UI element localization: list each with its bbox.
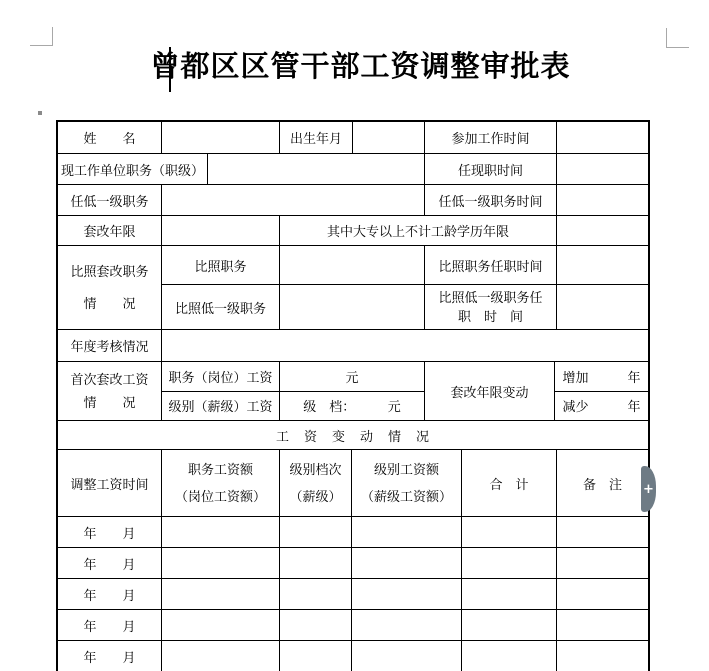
- wage-row-3-total-cell[interactable]: [462, 579, 557, 609]
- bizhao-group-label-line1: 比照套改职务: [70, 264, 149, 279]
- page-title: 曾都区区管干部工资调整审批表: [150, 51, 571, 83]
- first-taogai-label-line2: 情 况: [83, 395, 136, 411]
- wage-row-1-total-cell[interactable]: [462, 517, 557, 547]
- wage-row-2-duty-cell[interactable]: [162, 548, 280, 578]
- grade-level-header-line2: （薪级）: [289, 488, 342, 504]
- duty-amount-header-line2: （岗位工资额）: [174, 488, 266, 504]
- wage-row-5-duty-cell[interactable]: [162, 641, 280, 671]
- bizhao-position-time-label: 比照职务任职时间: [425, 246, 557, 284]
- row-increase: [555, 362, 648, 392]
- first-taogai-group-label: [58, 362, 162, 420]
- bizhao-position-label: 比照职务: [162, 246, 280, 284]
- wage-row-3-grade-cell[interactable]: [352, 579, 462, 609]
- increase-years-cell[interactable]: 增加 年: [562, 369, 641, 385]
- remarks-header: 备 注: [582, 476, 622, 492]
- wage-row-3: [58, 579, 648, 610]
- row-bizhao-lower: [162, 285, 648, 329]
- row-duty-wage: [162, 362, 425, 392]
- wage-row-3-remarks-cell[interactable]: [557, 579, 648, 609]
- birth-input-cell[interactable]: [353, 122, 425, 153]
- adjust-time-header: 调整工资时间: [58, 450, 162, 516]
- annual-review-label: 年度考核情况: [58, 330, 162, 361]
- wage-row-1: [58, 517, 648, 548]
- wage-row-4-date-cell[interactable]: 年 月: [58, 610, 162, 640]
- table-move-handle-icon[interactable]: [30, 103, 50, 123]
- name-label: 姓 名: [58, 122, 162, 153]
- row-grade-wage: [162, 392, 425, 421]
- wage-row-5-total-cell[interactable]: [462, 641, 557, 671]
- row-annual-review: [58, 330, 648, 362]
- grade-level-header: [280, 450, 352, 516]
- taogai-change-subrows: [555, 362, 648, 420]
- wage-change-section-title: 工 资 变 动 情 况: [275, 428, 430, 444]
- row-decrease: [555, 392, 648, 421]
- wage-row-5-grade-cell[interactable]: [352, 641, 462, 671]
- wage-row-3-date-cell[interactable]: 年 月: [58, 579, 162, 609]
- row-current-unit: [58, 154, 648, 185]
- lower-position-time-label: 任低一级职务时间: [425, 185, 557, 215]
- bizhao-subrows: [162, 246, 648, 329]
- row-lower-position: [58, 185, 648, 216]
- bizhao-position-input-cell[interactable]: [280, 246, 425, 284]
- duty-amount-header: [162, 450, 280, 516]
- annual-review-input-cell[interactable]: [162, 330, 648, 361]
- bizhao-lower-input-cell[interactable]: [280, 285, 425, 329]
- bizhao-position-time-input-cell[interactable]: [557, 246, 648, 284]
- edu-years-input-cell[interactable]: [557, 216, 648, 245]
- grade-wage-label: 级别（薪级）工资: [162, 392, 280, 421]
- current-unit-label: 现工作单位职务（职级）: [58, 154, 208, 184]
- taogai-years-label: 套改年限: [58, 216, 162, 245]
- grade-amount-header-line1: 级别工资额: [373, 462, 439, 478]
- wage-row-5-level-cell[interactable]: [280, 641, 352, 671]
- edu-years-label: 其中大专以上不计工龄学历年限: [280, 216, 557, 245]
- wage-row-1-grade-cell[interactable]: [352, 517, 462, 547]
- wage-row-2: [58, 548, 648, 579]
- bizhao-lower-label: 比照低一级职务: [162, 285, 280, 329]
- row-bizhao-position: [162, 246, 648, 285]
- wage-row-4: [58, 610, 648, 641]
- bizhao-lower-time-line1: 比照低一级职务任: [438, 290, 543, 305]
- wage-row-4-grade-cell[interactable]: [352, 610, 462, 640]
- grade-amount-header-line2: （薪级工资额）: [360, 488, 452, 504]
- wage-row-4-remarks-cell[interactable]: [557, 610, 648, 640]
- current-tenure-label: 任现职时间: [425, 154, 557, 184]
- wage-row-4-duty-cell[interactable]: [162, 610, 280, 640]
- approval-form-table: [56, 120, 650, 671]
- wage-row-1-remarks-cell[interactable]: [557, 517, 648, 547]
- bizhao-group-label: [58, 246, 162, 329]
- birth-label: 出生年月: [280, 122, 353, 153]
- bizhao-lower-time-label: [425, 285, 557, 329]
- wage-row-2-level-cell[interactable]: [280, 548, 352, 578]
- taogai-change-label: 套改年限变动: [425, 362, 555, 420]
- plus-tab-button[interactable]: [641, 466, 656, 512]
- grade-level-header-line1: 级别档次: [289, 462, 342, 478]
- current-tenure-input-cell[interactable]: [557, 154, 648, 184]
- grade-amount-header: [352, 450, 462, 516]
- total-header: 合 计: [462, 450, 557, 516]
- duty-wage-yuan-cell[interactable]: 元: [280, 362, 425, 391]
- row-taogai-years: [58, 216, 648, 246]
- wage-row-3-duty-cell[interactable]: [162, 579, 280, 609]
- wage-row-2-total-cell[interactable]: [462, 548, 557, 578]
- wage-row-2-remarks-cell[interactable]: [557, 548, 648, 578]
- row-name: [58, 122, 648, 154]
- lower-position-label: 任低一级职务: [58, 185, 162, 215]
- arrow-left-icon: [30, 109, 38, 117]
- wage-row-1-level-cell[interactable]: [280, 517, 352, 547]
- wage-row-4-total-cell[interactable]: [462, 610, 557, 640]
- block-bizhao: [58, 246, 648, 330]
- row-wage-change-title: [58, 421, 648, 450]
- arrow-right-icon: [42, 109, 50, 117]
- duty-wage-label: 职务（岗位）工资: [162, 362, 280, 391]
- wage-row-5-remarks-cell[interactable]: [557, 641, 648, 671]
- wage-row-5-date-cell[interactable]: 年 月: [58, 641, 162, 671]
- taogai-years-input-cell[interactable]: [162, 216, 280, 245]
- wage-row-2-grade-cell[interactable]: [352, 548, 462, 578]
- duty-amount-header-line1: 职务工资额: [187, 462, 253, 478]
- handle-center-dot: [38, 111, 42, 115]
- wage-row-4-level-cell[interactable]: [280, 610, 352, 640]
- join-time-input-cell[interactable]: [557, 122, 648, 153]
- wage-row-3-level-cell[interactable]: [280, 579, 352, 609]
- row-wage-change-header: [58, 450, 648, 517]
- grade-step-yuan-cell[interactable]: 级 档： 元: [280, 392, 425, 421]
- bizhao-lower-time-line2: 职 时 间: [457, 309, 523, 324]
- lower-position-time-input-cell[interactable]: [557, 185, 648, 215]
- wage-row-2-date-cell[interactable]: 年 月: [58, 548, 162, 578]
- name-input-cell[interactable]: [162, 122, 280, 153]
- wage-row-1-duty-cell[interactable]: [162, 517, 280, 547]
- plus-icon: +: [643, 481, 654, 497]
- lower-position-input-cell[interactable]: [162, 185, 425, 215]
- first-taogai-subrows: [162, 362, 425, 420]
- wage-row-5: [58, 641, 648, 671]
- current-unit-input-cell[interactable]: [208, 154, 425, 184]
- block-first-taogai: [58, 362, 648, 421]
- bizhao-lower-time-input-cell[interactable]: [557, 285, 648, 329]
- first-taogai-label-line1: 首次套改工资: [70, 371, 149, 387]
- decrease-years-cell[interactable]: 减少 年: [562, 399, 641, 415]
- wage-row-1-date-cell[interactable]: 年 月: [58, 517, 162, 547]
- join-time-label: 参加工作时间: [425, 122, 557, 153]
- bizhao-group-label-line2: 情 况: [83, 296, 136, 311]
